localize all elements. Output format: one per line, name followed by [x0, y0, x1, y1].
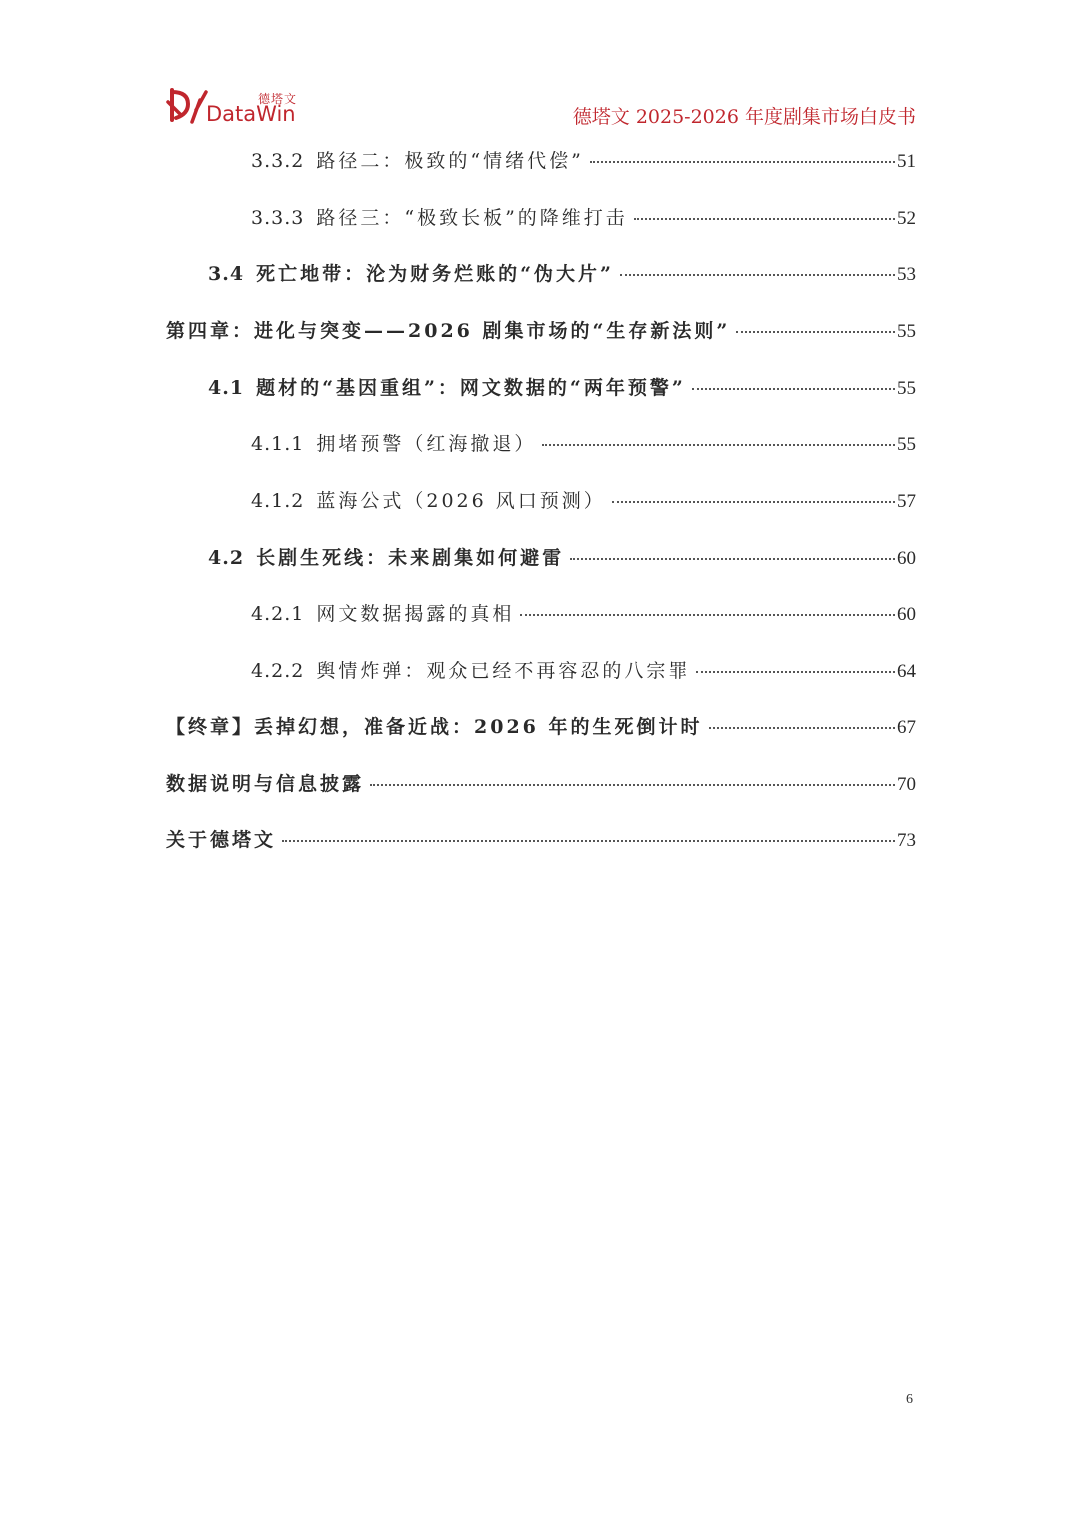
toc-dot-leader — [542, 443, 895, 446]
toc-entry-title: 网文数据揭露的真相 — [316, 603, 515, 625]
toc-entry[interactable] — [208, 259, 916, 289]
toc-entry-title: 题材的“基因重组”：网文数据的“两年预警” — [256, 377, 686, 399]
logo-chinese-text: 德塔文 — [258, 92, 298, 106]
toc-entry-page: 73 — [897, 830, 916, 851]
toc-dot-leader — [696, 670, 895, 673]
toc-entry-title: 关于德塔文 — [166, 829, 277, 851]
page-header — [166, 80, 916, 136]
toc-entry[interactable] — [208, 373, 916, 403]
toc-entry-number: 3.3.3 — [251, 207, 305, 229]
page-number: 6 — [906, 1392, 913, 1407]
toc-entry-page: 57 — [897, 491, 916, 512]
toc-entry-title: 死亡地带：沦为财务烂账的“伪大片” — [256, 263, 614, 285]
toc-entry[interactable] — [251, 203, 916, 233]
toc-entry[interactable] — [208, 543, 916, 573]
toc-entry-title: 路径二：极致的“情绪代偿” — [316, 150, 584, 172]
toc-entry-number: 4.2.1 — [251, 603, 305, 625]
toc-entry-title: 长剧生死线：未来剧集如何避雷 — [256, 547, 565, 569]
header-title: 德塔文 2025-2026 年度剧集市场白皮书 — [572, 106, 916, 128]
toc-entry-number: 3.3.2 — [251, 150, 305, 172]
toc-dot-leader — [709, 726, 896, 729]
toc-entry-title: 数据说明与信息披露 — [166, 773, 365, 795]
toc-entry-number: 3.4 — [208, 263, 245, 285]
datawin-logo — [166, 80, 306, 130]
logo-english-text: DataWin — [206, 102, 296, 126]
toc-dot-leader — [634, 217, 895, 220]
toc-entry-page: 55 — [897, 378, 916, 399]
toc-entry-title: 舆情炸弹：观众已经不再容忍的八宗罪 — [316, 660, 691, 682]
toc-entry-page: 55 — [897, 321, 916, 342]
toc-entry-page: 60 — [897, 548, 916, 569]
toc-entry-page: 60 — [897, 604, 916, 625]
toc-entry-number: 4.1.1 — [251, 433, 305, 455]
toc-entry[interactable] — [166, 316, 916, 346]
toc-dot-leader — [590, 160, 895, 163]
toc-entry-title: 【终章】丢掉幻想，准备近战：2026 年的生死倒计时 — [166, 716, 703, 738]
toc-dot-leader — [620, 273, 895, 276]
toc-entry[interactable] — [251, 486, 916, 516]
toc-entry-number: 4.1 — [208, 377, 245, 399]
toc-dot-leader — [370, 783, 895, 786]
toc-dot-leader — [282, 839, 895, 842]
toc-dot-leader — [520, 613, 895, 616]
toc-entry-page: 51 — [897, 151, 916, 172]
toc-dot-leader — [612, 500, 895, 503]
toc-entry-page: 64 — [897, 661, 916, 682]
toc-entry[interactable] — [166, 712, 916, 742]
toc-entry[interactable] — [251, 146, 916, 176]
toc-entry-number: 4.2.2 — [251, 660, 305, 682]
toc-entry[interactable] — [251, 599, 916, 629]
toc-entry[interactable] — [166, 769, 916, 799]
toc-entry[interactable] — [166, 825, 916, 855]
toc-entry-title: 拥堵预警（红海撤退） — [316, 433, 537, 455]
datawin-logo-icon — [166, 84, 210, 128]
toc-entry-title: 路径三：“极致长板”的降维打击 — [316, 207, 628, 229]
toc-entry-title: 第四章：进化与突变——2026 剧集市场的“生存新法则” — [166, 320, 731, 342]
toc-entry-page: 67 — [897, 717, 916, 738]
toc-entry-number: 4.2 — [208, 547, 245, 569]
toc-entry[interactable] — [251, 656, 916, 686]
toc-entry-number: 4.1.2 — [251, 490, 305, 512]
toc-entry-title: 蓝海公式（2026 风口预测） — [316, 490, 606, 512]
toc-entry-page: 52 — [897, 208, 916, 229]
toc-entry-page: 53 — [897, 264, 916, 285]
toc-entry[interactable] — [251, 429, 916, 459]
toc-dot-leader — [736, 330, 895, 333]
toc-dot-leader — [570, 557, 895, 560]
toc-entry-page: 70 — [897, 774, 916, 795]
toc-entry-page: 55 — [897, 434, 916, 455]
toc-dot-leader — [692, 387, 895, 390]
